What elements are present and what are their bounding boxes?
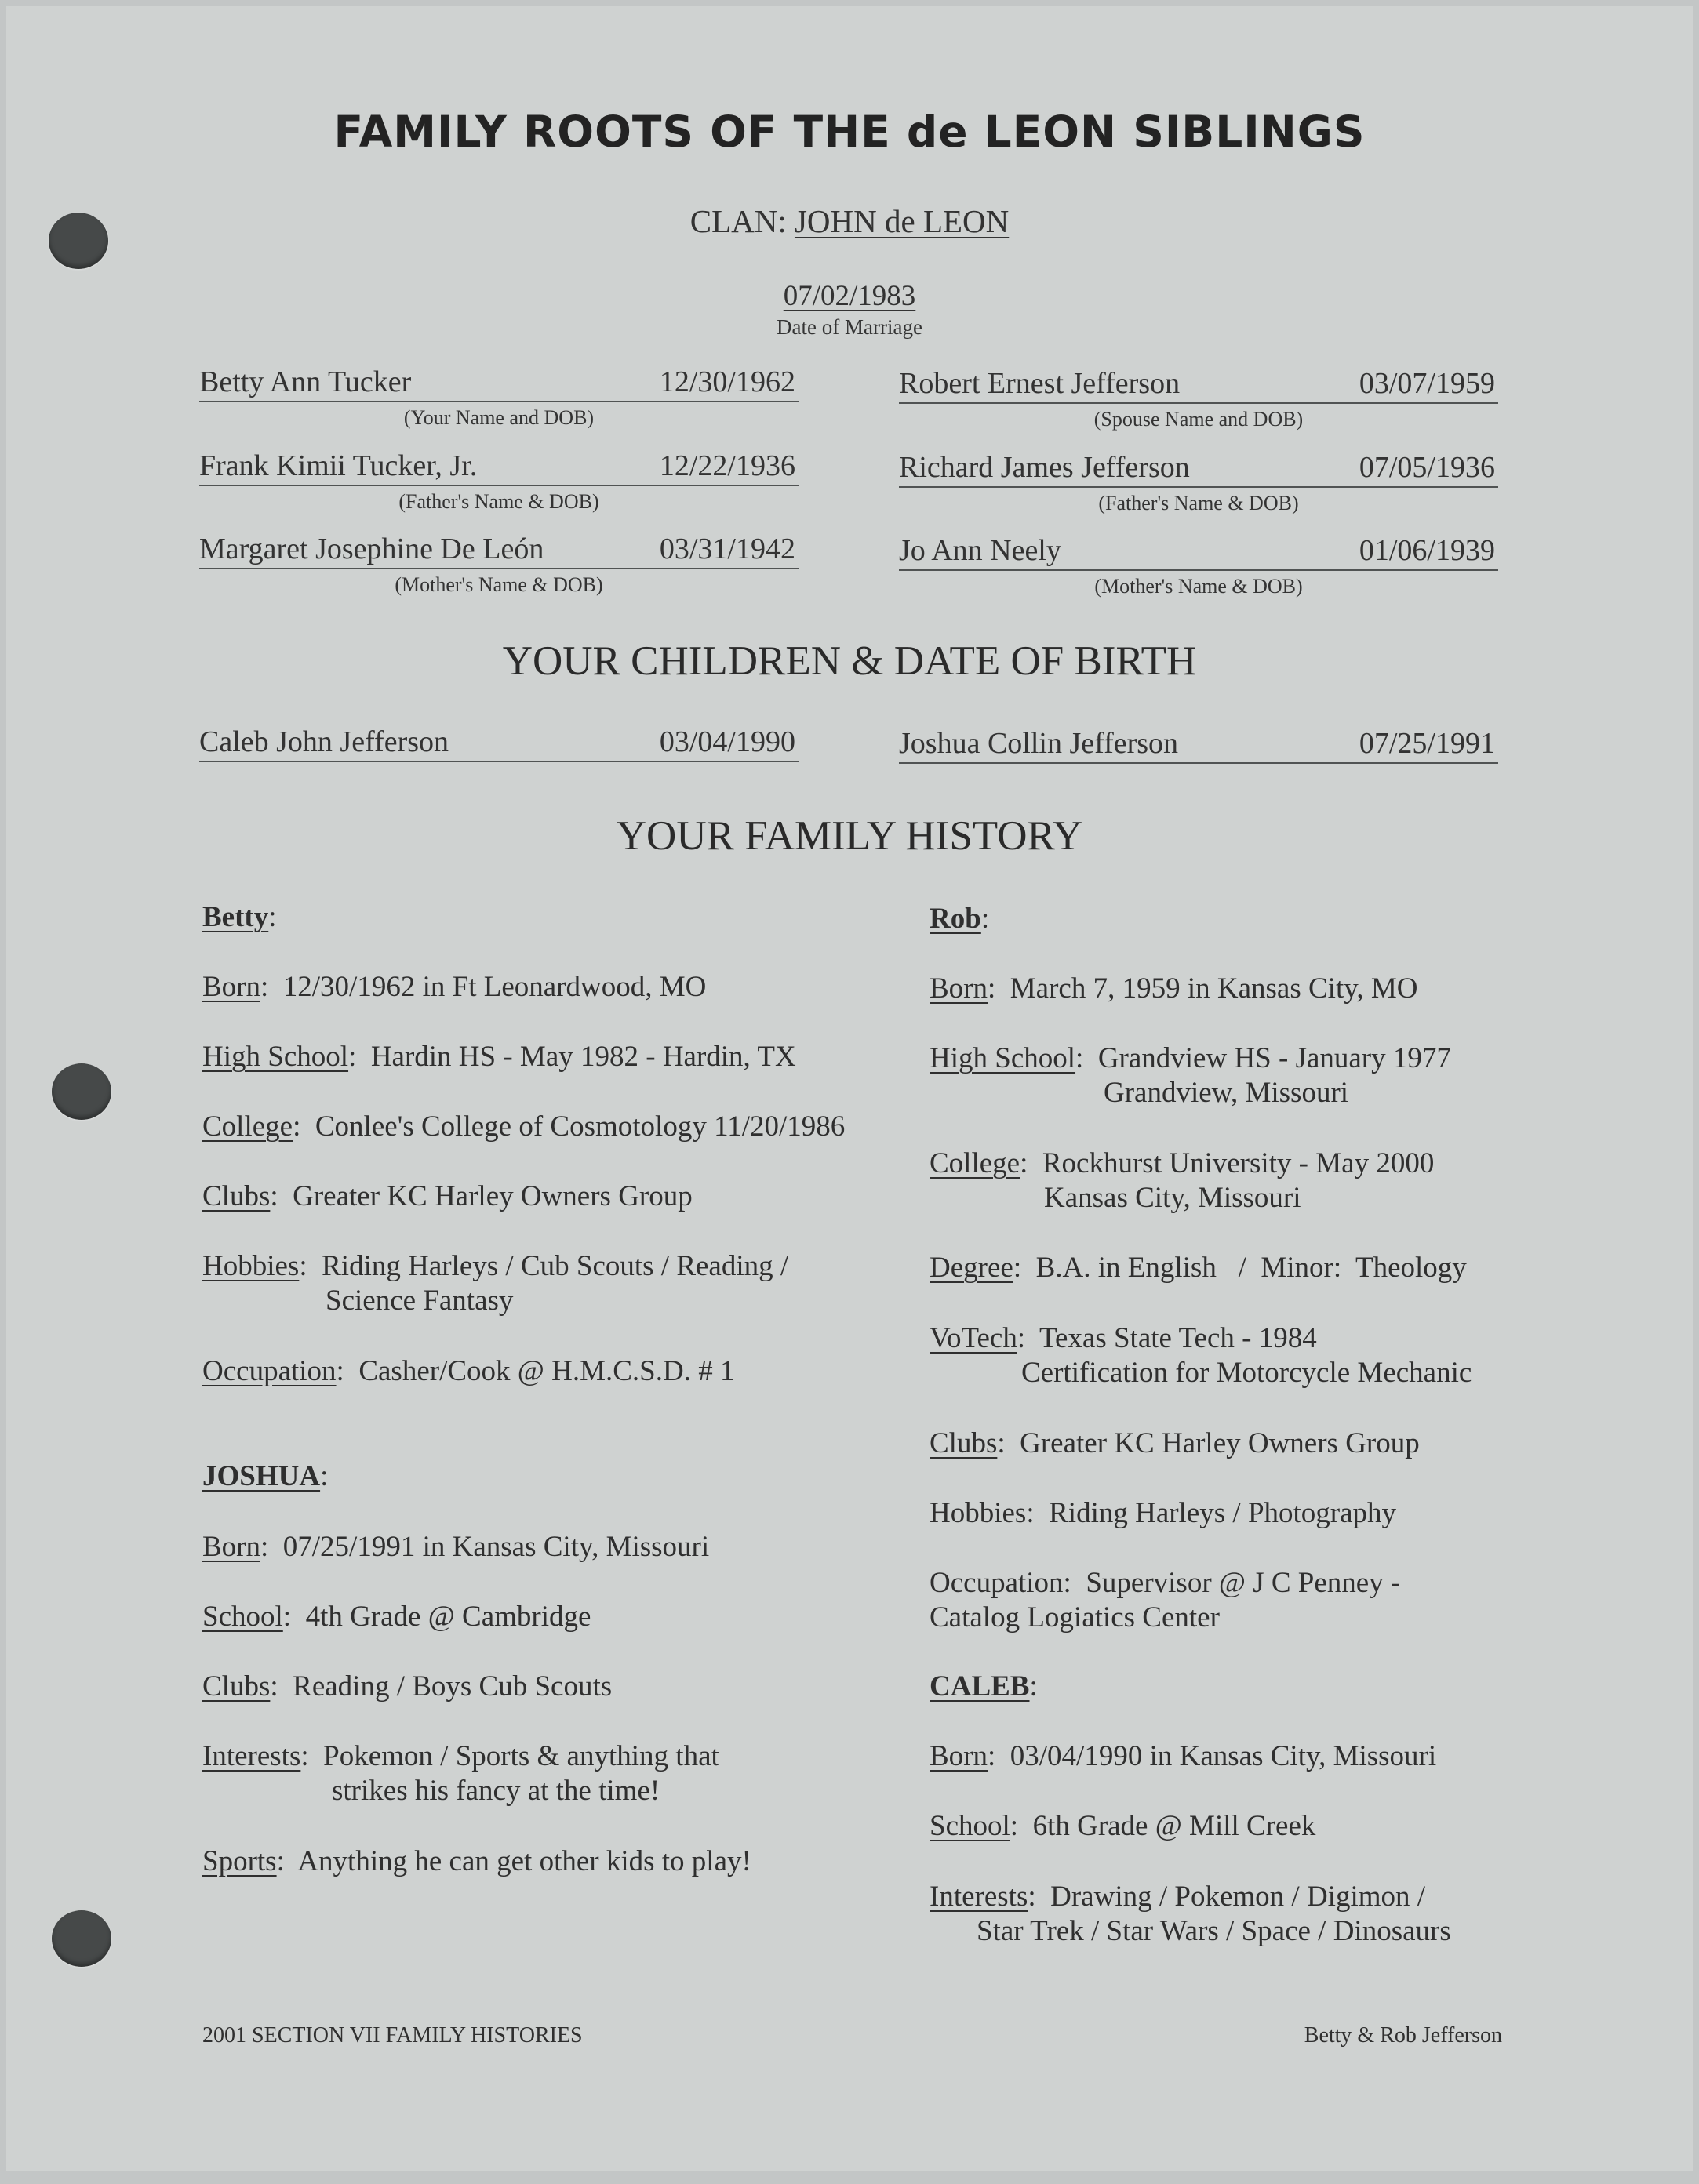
caleb-heading: CALEB:	[930, 1670, 1038, 1703]
clan-name: JOHN de LEON	[794, 203, 1010, 239]
page-title: FAMILY ROOTS OF THE de LEON SIBLINGS	[333, 107, 1366, 157]
betty-occupation: Occupation: Casher/Cook @ H.M.C.S.D. # 1	[202, 1355, 735, 1387]
joshua-school: School: 4th Grade @ Cambridge	[202, 1601, 591, 1633]
rob-votech: VoTech: Texas State Tech - 1984 Certification for Motorcycle Mechanic	[930, 1322, 1472, 1389]
self-mother-label: (Mother's Name & DOB)	[395, 573, 603, 596]
rob-born: Born: March 7, 1959 in Kansas City, MO	[930, 972, 1418, 1005]
rob-clubs: Clubs: Greater KC Harley Owners Group	[930, 1427, 1420, 1459]
betty-college: College: Conlee's College of Cosmotology 11/20/1986	[202, 1110, 846, 1143]
rob-hobbies: Hobbies: Riding Harleys / Photography	[930, 1497, 1397, 1529]
rob-heading: Rob:	[930, 903, 990, 935]
joshua-sports: Sports: Anything he can get other kids to play!	[202, 1845, 751, 1877]
joshua-born: Born: 07/25/1991 in Kansas City, Missouri	[202, 1531, 710, 1563]
spouse-label: (Spouse Name and DOB)	[1093, 408, 1304, 431]
document-page	[6, 6, 1693, 2171]
binder-hole-middle	[52, 1063, 111, 1120]
self-field: Betty Ann Tucker 12/30/1962	[199, 363, 799, 402]
rob-college: College: Rockhurst University - May 2000 Kansas City, Missouri	[930, 1147, 1435, 1214]
clan-label: CLAN:	[689, 203, 787, 239]
joshua-clubs: Clubs: Reading / Boys Cub Scouts	[202, 1670, 613, 1703]
caleb-interests: Interests: Drawing / Pokemon / Digimon / Star Trek / Star Wars / Space / Dinosaurs	[930, 1881, 1451, 1947]
caleb-school: School: 6th Grade @ Mill Creek	[930, 1810, 1316, 1842]
joshua-interests: Interests: Pokemon / Sports & anything that strikes his fancy at the time!	[202, 1740, 719, 1807]
child-field-2: Joshua Collin Jefferson 07/25/1991	[899, 725, 1498, 764]
spouse-father-field: Richard James Jefferson 07/05/1936	[899, 449, 1498, 488]
spouse-mother-field: Jo Ann Neely 01/06/1939	[899, 532, 1498, 571]
rob-occupation: Occupation: Supervisor @ J C Penney - Catalog Logiatics Center	[930, 1567, 1401, 1633]
spouse-father-label: (Father's Name & DOB)	[1098, 492, 1299, 514]
self-father-label: (Father's Name & DOB)	[398, 490, 599, 513]
rob-high-school: High School: Grandview HS - January 1977 Grandview, Missouri	[930, 1042, 1451, 1109]
spouse-field: Robert Ernest Jefferson 03/07/1959	[899, 365, 1498, 404]
rob-degree: Degree: B.A. in English / Minor: Theology	[930, 1252, 1467, 1284]
clan-line	[6, 202, 1693, 240]
self-mother-field: Margaret Josephine De León 03/31/1942	[199, 530, 799, 569]
history-heading: YOUR FAMILY HISTORY	[616, 813, 1083, 859]
binder-hole-bottom	[52, 1910, 111, 1967]
spouse-mother-label: (Mother's Name & DOB)	[1094, 575, 1303, 598]
betty-high-school: High School: Hardin HS - May 1982 - Hardin, TX	[202, 1041, 796, 1073]
caleb-born: Born: 03/04/1990 in Kansas City, Missouri	[930, 1740, 1437, 1772]
betty-clubs: Clubs: Greater KC Harley Owners Group	[202, 1180, 693, 1212]
betty-hobbies: Hobbies: Riding Harleys / Cub Scouts / Reading / Science Fantasy	[202, 1250, 789, 1317]
betty-heading: Betty:	[202, 901, 277, 933]
joshua-heading: JOSHUA:	[202, 1460, 329, 1492]
self-father-field: Frank Kimii Tucker, Jr. 12/22/1936	[199, 447, 799, 486]
child-field-1: Caleb John Jefferson 03/04/1990	[199, 723, 799, 762]
marriage-date: 07/02/1983	[783, 280, 916, 312]
marriage-label: Date of Marriage	[777, 315, 922, 339]
self-label: (Your Name and DOB)	[403, 406, 595, 429]
betty-born: Born: 12/30/1962 in Ft Leonardwood, MO	[202, 971, 707, 1003]
footer-section: 2001 SECTION VII FAMILY HISTORIES	[202, 2023, 583, 2048]
children-heading: YOUR CHILDREN & DATE OF BIRTH	[502, 638, 1197, 684]
footer-author: Betty & Rob Jefferson	[1304, 2023, 1502, 2048]
